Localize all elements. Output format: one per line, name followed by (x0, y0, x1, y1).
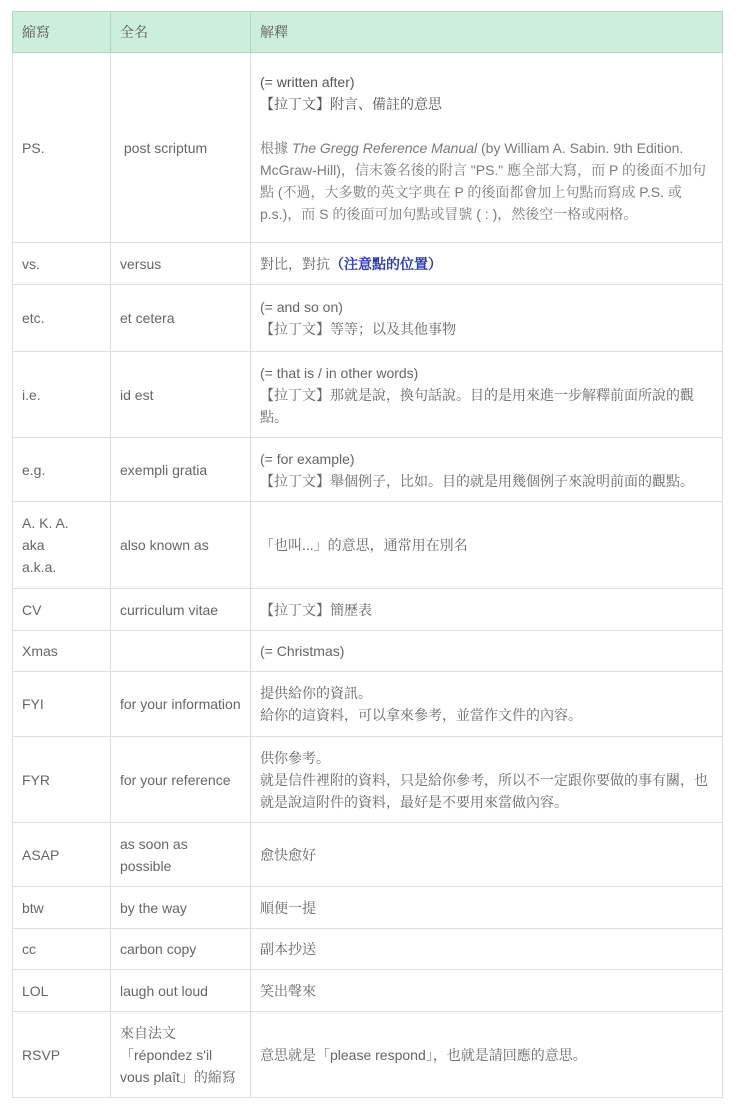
abbr-cell: cc (13, 929, 111, 970)
explanation-line: 提供給你的資訊。 (260, 685, 372, 701)
table-header-row (13, 12, 723, 53)
abbr-cell (13, 502, 111, 589)
full-name-cell: laugh out loud (111, 970, 251, 1012)
table-row (13, 929, 723, 970)
table-row (13, 285, 723, 352)
full-name-cell: versus (111, 243, 251, 285)
explanation-cell (251, 243, 723, 285)
full-name-cell: carbon copy (111, 929, 251, 970)
explanation-line: 【拉丁文】附言、備註的意思 (260, 95, 442, 112)
abbr-cell: ASAP (13, 823, 111, 887)
full-name-cell: as soon as possible (111, 823, 251, 887)
explanation-line: (= that is / in other words) (260, 364, 419, 381)
abbr-cell: i.e. (13, 352, 111, 438)
book-title: The Gregg Reference Manual (291, 139, 478, 156)
abbr-cell: vs. (13, 243, 111, 285)
table-row (13, 438, 723, 502)
full-name-cell: curriculum vitae (111, 589, 251, 631)
full-name-cell: also known as (111, 502, 251, 589)
full-name-cell (111, 1012, 251, 1098)
header-explanation: 解釋 (251, 12, 723, 53)
table-row (13, 887, 723, 929)
full-name-line: 來自法文 (120, 1024, 176, 1041)
explanation-line: 供你參考。 (260, 749, 330, 766)
explanation-text: 對比，對抗 (260, 255, 330, 272)
full-name-text: post scriptum (120, 139, 208, 156)
table-row (13, 672, 723, 737)
full-name-cell (111, 53, 251, 243)
explanation-line: 就是信件裡附的資料，只是給你參考，所以不一定跟你要做的事有關，也就是說這附件的資料，最好是不要用來當做內容。 (260, 771, 708, 810)
table-row (13, 737, 723, 823)
explanation-line: (= and so on) (260, 299, 343, 315)
abbr-cell: FYI (13, 672, 111, 737)
explanation-cell: 意思就是「please respond」，也就是請回應的意思。 (251, 1012, 723, 1098)
abbr-variant: aka (22, 537, 45, 553)
abbr-cell: btw (13, 887, 111, 929)
paragraph-body: (by William A. Sabin. 9th Edition. McGraw-Hill)，信末簽名後的附言 "PS." 應全部大寫，而 P 的後面不加句點 (不過，大多數的英文字典在 P 的後面都會加上句點而寫成 P.S. 或 p.s.)，而 S 的後面可加句點或冒號 ( : )，然後空一格或兩格。 (260, 139, 707, 222)
abbr-cell: e.g. (13, 438, 111, 502)
abbr-cell: FYR (13, 737, 111, 823)
abbr-cell: PS. (13, 53, 111, 243)
table-row (13, 243, 723, 285)
explanation-line: (= for example) (260, 450, 355, 467)
table-row (13, 53, 723, 243)
table-row (13, 589, 723, 631)
explanation-paragraph (260, 140, 706, 222)
explanation-line: 【拉丁文】等等；以及其他事物 (260, 321, 456, 337)
explanation-line: 給你的這資料，可以拿來參考，並當作文件的內容。 (260, 707, 582, 723)
abbr-variant: A. K. A. (22, 515, 69, 531)
explanation-cell (251, 438, 723, 502)
table-row (13, 1012, 723, 1098)
table-row (13, 970, 723, 1012)
full-name-line: vous plaît」的縮寫 (120, 1068, 236, 1085)
full-name-cell: et cetera (111, 285, 251, 352)
abbr-cell: Xmas (13, 631, 111, 672)
table-row (13, 352, 723, 438)
explanation-cell: (= Christmas) (251, 631, 723, 672)
table-row (13, 823, 723, 887)
abbr-cell: LOL (13, 970, 111, 1012)
explanation-cell: 順便一提 (251, 887, 723, 929)
full-name-cell: for your information (111, 672, 251, 737)
explanation-line: (= written after) (260, 73, 355, 90)
full-name-cell: id est (111, 352, 251, 438)
explanation-cell: 愈快愈好 (251, 823, 723, 887)
abbr-cell: RSVP (13, 1012, 111, 1098)
explanation-cell (251, 352, 723, 438)
explanation-line: 【拉丁文】那就是說，換句話說。目的是用來進一步解釋前面所說的觀點。 (260, 386, 694, 425)
abbr-cell: CV (13, 589, 111, 631)
abbr-variant: a.k.a. (22, 559, 57, 575)
abbr-cell: etc. (13, 285, 111, 352)
explanation-cell (251, 737, 723, 823)
explanation-line: 【拉丁文】舉個例子，比如。目的就是用幾個例子來說明前面的觀點。 (260, 472, 694, 489)
table-row (13, 502, 723, 589)
explanation-cell: 「也叫...」的意思，通常用在別名 (251, 502, 723, 589)
header-abbreviation: 縮寫 (13, 12, 111, 53)
full-name-cell: exempli gratia (111, 438, 251, 502)
explanation-cell: 副本抄送 (251, 929, 723, 970)
explanation-cell: 【拉丁文】簡歷表 (251, 589, 723, 631)
paragraph-prefix: 根據 (260, 139, 292, 156)
full-name-cell: by the way (111, 887, 251, 929)
explanation-cell (251, 53, 723, 243)
full-name-line: 「répondez s'il (120, 1046, 213, 1063)
full-name-cell (111, 631, 251, 672)
explanation-cell: 笑出聲來 (251, 970, 723, 1012)
explanation-cell (251, 672, 723, 737)
explanation-cell (251, 285, 723, 352)
header-full-name: 全名 (111, 12, 251, 53)
full-name-cell: for your reference (111, 737, 251, 823)
abbreviation-table (12, 11, 723, 1098)
spacer (260, 115, 713, 137)
table-row (13, 631, 723, 672)
highlight-note: （注意點的位置） (330, 255, 442, 272)
